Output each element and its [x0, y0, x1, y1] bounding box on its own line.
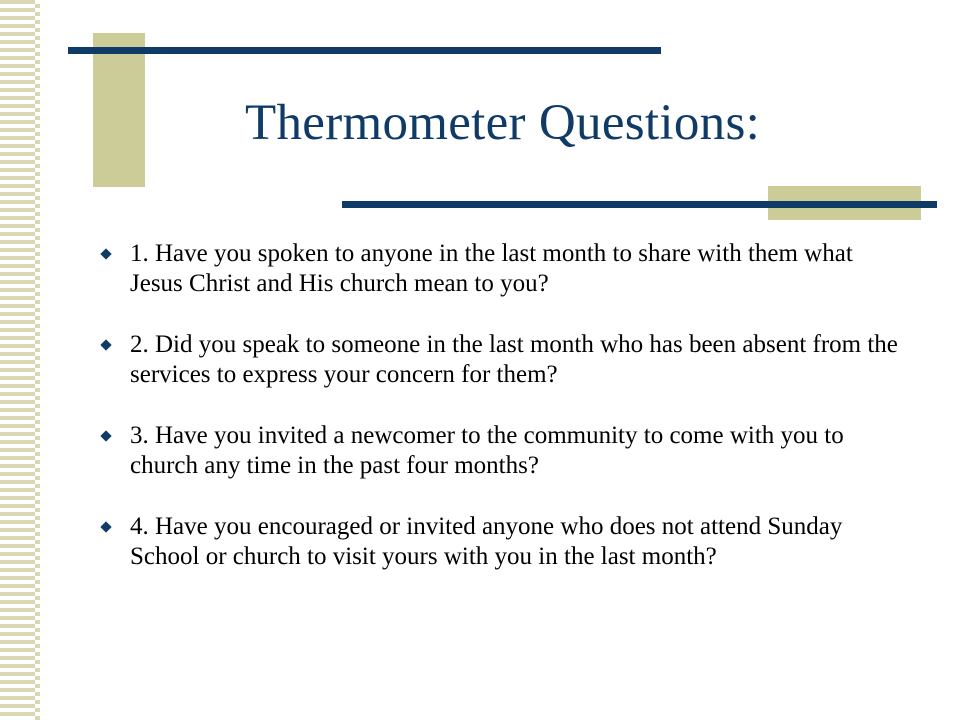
- diamond-bullet-icon: [100, 430, 111, 441]
- diamond-bullet-icon: [100, 248, 111, 259]
- bullet-item: [100, 421, 900, 481]
- decorative-tan-block-left: [93, 33, 145, 187]
- decorative-bar-top: [68, 47, 661, 54]
- slide-title: Thermometer Questions:: [245, 95, 761, 151]
- bullet-list: [100, 239, 900, 603]
- bullet-text: 2. Did you speak to someone in the last month who has been absent from the services to express your concern for them?: [130, 331, 898, 388]
- bullet-item: [100, 330, 900, 390]
- decorative-edge-stripes: [0, 0, 40, 720]
- bullet-item: [100, 512, 900, 572]
- diamond-bullet-icon: [100, 339, 111, 350]
- bullet-item: [100, 239, 900, 299]
- diamond-bullet-icon: [100, 521, 111, 532]
- bullet-text: 4. Have you encouraged or invited anyone who does not attend Sunday School or church to visit yours with you in the last month?: [130, 513, 843, 570]
- decorative-bar-bottom: [342, 201, 937, 208]
- bullet-text: 3. Have you invited a newcomer to the community to come with you to church any time in the past four months?: [130, 422, 844, 479]
- bullet-text: 1. Have you spoken to anyone in the last month to share with them what Jesus Christ and His church mean to you?: [130, 240, 853, 297]
